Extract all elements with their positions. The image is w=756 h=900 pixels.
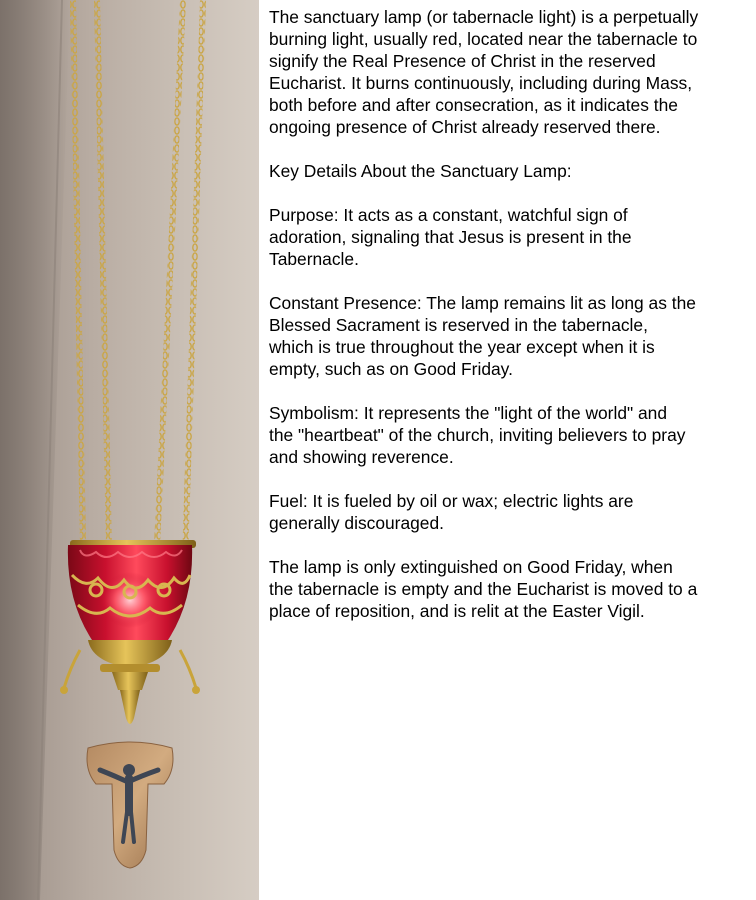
good-friday-paragraph: The lamp is only extinguished on Good Friday, when the tabernacle is empty and the Eucharist is moved to a place of reposition, and is relit at the Easter Vigil.: [269, 557, 698, 621]
article-text: [269, 6, 749, 644]
purpose-paragraph: Purpose: It acts as a constant, watchful sign of adoration, signaling that Jesus is present in the Tabernacle.: [269, 205, 632, 269]
fuel-paragraph: Fuel: It is fueled by oil or wax; electric lights are generally discouraged.: [269, 491, 634, 533]
sanctuary-lamp-photo: [0, 0, 259, 900]
lamp-red-glass: [68, 545, 192, 640]
constant-presence-paragraph: Constant Presence: The lamp remains lit as long as the Blessed Sacrament is reserved in the tabernacle, which is true throughout the year except when it is empty, such as on Good Friday.: [269, 293, 696, 379]
intro-paragraph: The sanctuary lamp (or tabernacle light) is a perpetually burning light, usually red, located near the tabernacle to signify the Real Presence of Christ in the reserved Eucharist. It burns continuously, including during Mass, both before and after consecration, as it indicates the ongoing presence of Christ already reserved there.: [269, 7, 699, 137]
key-details-heading: Key Details About the Sanctuary Lamp:: [269, 161, 572, 181]
sanctuary-lamp-illustration: [0, 0, 259, 900]
symbolism-paragraph: Symbolism: It represents the "light of the world" and the "heartbeat" of the church, inviting believers to pray and showing reverence.: [269, 403, 686, 467]
